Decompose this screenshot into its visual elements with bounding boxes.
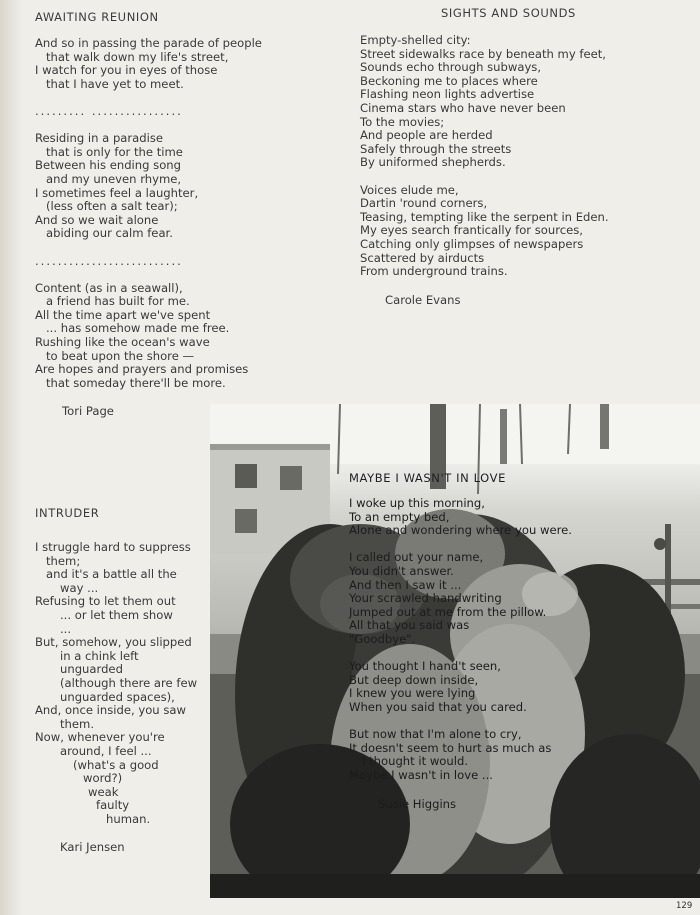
poem-line: From underground trains.: [360, 264, 508, 279]
poem-line: Voices elude me,: [360, 182, 459, 197]
poem-line: to beat upon the shore —: [46, 348, 195, 363]
poem-line: Residing in a paradise: [35, 131, 164, 146]
poem-line: Refusing to let them out: [35, 594, 176, 609]
poem-line: them.: [60, 716, 95, 731]
poem-line: that walk down my life's street,: [46, 49, 229, 64]
poem-line: I struggle hard to suppress: [35, 540, 191, 554]
poem-line: Catching only glimpses of newspapers: [360, 236, 584, 251]
poem-line: Maybe I wasn't in love ...: [349, 767, 493, 782]
poem-line: (although there are few: [60, 675, 198, 690]
poem-line: Rushing like the ocean's wave: [35, 335, 210, 350]
poem-line: and my uneven rhyme,: [46, 171, 182, 186]
poem-line: weak: [88, 784, 119, 799]
poem-line: in a chink left: [60, 648, 139, 663]
page-spine-shadow: [0, 0, 22, 915]
poem-line: Are hopes and prayers and promises: [35, 362, 249, 377]
poem-title-maybe-i-wasnt-in-love: MAYBE I WASN'T IN LOVE: [349, 471, 506, 485]
poem-line: And, once inside, you saw: [35, 703, 186, 718]
poem-title-intruder: INTRUDER: [35, 506, 100, 520]
poem-line: Safely through the streets: [360, 141, 512, 156]
poem-line: All that you said was: [349, 618, 470, 633]
stanza-separator: ......... ................: [35, 103, 183, 118]
poem-line: And people are herded: [360, 128, 493, 143]
poem-line: "Goodbye".: [349, 631, 416, 646]
poem-line: unguarded spaces),: [60, 689, 175, 704]
stanza-separator: ..........................: [35, 253, 183, 268]
poem-line: It doesn't seem to hurt as much as: [349, 740, 552, 755]
poem-line: Content (as in a seawall),: [35, 280, 183, 295]
poem-line: Flashing neon lights advertise: [360, 87, 535, 102]
poem-line: To an empty bed,: [349, 509, 450, 524]
poem-line: ... or let them show: [60, 607, 173, 622]
poem-line: that someday there'll be more.: [46, 375, 226, 390]
poem-line: All the time apart we've spent: [35, 307, 211, 322]
poem-line: (less often a salt tear);: [46, 199, 178, 214]
poem-maybe-i-wasnt-in-love: [349, 497, 572, 782]
poem-line: Empty-shelled city:: [360, 33, 471, 47]
page-number: 129: [676, 901, 693, 911]
poem-sights-and-sounds: [360, 34, 609, 279]
poem-line: By uniformed shepherds.: [360, 155, 506, 170]
poem-line: faulty: [96, 798, 130, 813]
poem-line: But now that I'm alone to cry,: [349, 727, 522, 742]
poem-line: And then I saw it ...: [349, 577, 462, 592]
poem-line: them;: [46, 553, 81, 568]
poem-line: Your scrawled handwriting: [349, 591, 502, 606]
poem-line: Scattered by airducts: [360, 250, 485, 265]
poem-line: way ...: [60, 580, 99, 595]
poem-line: Dartin 'round corners,: [360, 196, 488, 211]
poem-line: Street sidewalks race by beneath my feet,: [360, 46, 606, 61]
poem-line: that I have yet to meet.: [46, 76, 184, 91]
poem-intruder: [35, 541, 197, 826]
poem-line: I watch for you in eyes of those: [35, 63, 218, 78]
poem-line: But, somehow, you slipped: [35, 635, 192, 650]
poem-line: around, I feel ...: [60, 743, 152, 758]
poem-author-kari-jensen: Kari Jensen: [60, 840, 125, 854]
poem-title-awaiting-reunion: AWAITING REUNION: [35, 10, 159, 24]
poem-line: (what's a good: [73, 757, 159, 772]
poem-author-susie-higgins: Susie Higgins: [378, 797, 457, 811]
poem-line: To the movies;: [360, 114, 445, 129]
poem-line: unguarded: [60, 662, 123, 677]
poem-line: and it's a battle all the: [46, 567, 177, 582]
poem-line: Now, whenever you're: [35, 730, 165, 745]
poem-line: My eyes search frantically for sources,: [360, 223, 583, 238]
poem-line: I called out your name,: [349, 550, 484, 565]
poem-line: I knew you were lying: [349, 686, 476, 701]
poem-line: I sometimes feel a laughter,: [35, 185, 199, 200]
poem-line: word?): [83, 771, 123, 786]
poem-line: Alone and wondering where you were.: [349, 523, 572, 538]
poem-author-tori-page: Tori Page: [62, 404, 114, 418]
poem-title-sights-and-sounds: SIGHTS AND SOUNDS: [441, 6, 576, 20]
poem-line: Cinema stars who have never been: [360, 100, 566, 115]
poem-line: a friend has built for me.: [46, 294, 190, 309]
poem-line: I woke up this morning,: [349, 496, 485, 510]
poem-line: When you said that you cared.: [349, 699, 527, 714]
poem-line: You didn't answer.: [349, 563, 454, 578]
poem-line: Between his ending song: [35, 158, 182, 173]
poem-line: You thought I hand't seen,: [349, 659, 501, 674]
poem-line: Beckoning me to places where: [360, 73, 538, 88]
poem-author-carole-evans: Carole Evans: [385, 293, 461, 307]
poem-line: ... has somehow made me free.: [46, 321, 230, 336]
poem-line: And so we wait alone: [35, 212, 159, 227]
poem-line: And so in passing the parade of people: [35, 36, 262, 50]
poem-line: But deep down inside,: [349, 672, 479, 687]
poem-line: human.: [106, 811, 151, 826]
poem-line: I thought it would.: [362, 754, 469, 769]
poem-line: that is only for the time: [46, 144, 183, 159]
poem-line: ...: [60, 621, 72, 636]
poem-line: Jumped out at me from the pillow.: [349, 604, 547, 619]
poem-line: Teasing, tempting like the serpent in Eden.: [360, 209, 609, 224]
poem-line: Sounds echo through subways,: [360, 60, 542, 75]
poem-awaiting-reunion: [35, 37, 262, 390]
poem-line: abiding our calm fear.: [46, 226, 173, 241]
